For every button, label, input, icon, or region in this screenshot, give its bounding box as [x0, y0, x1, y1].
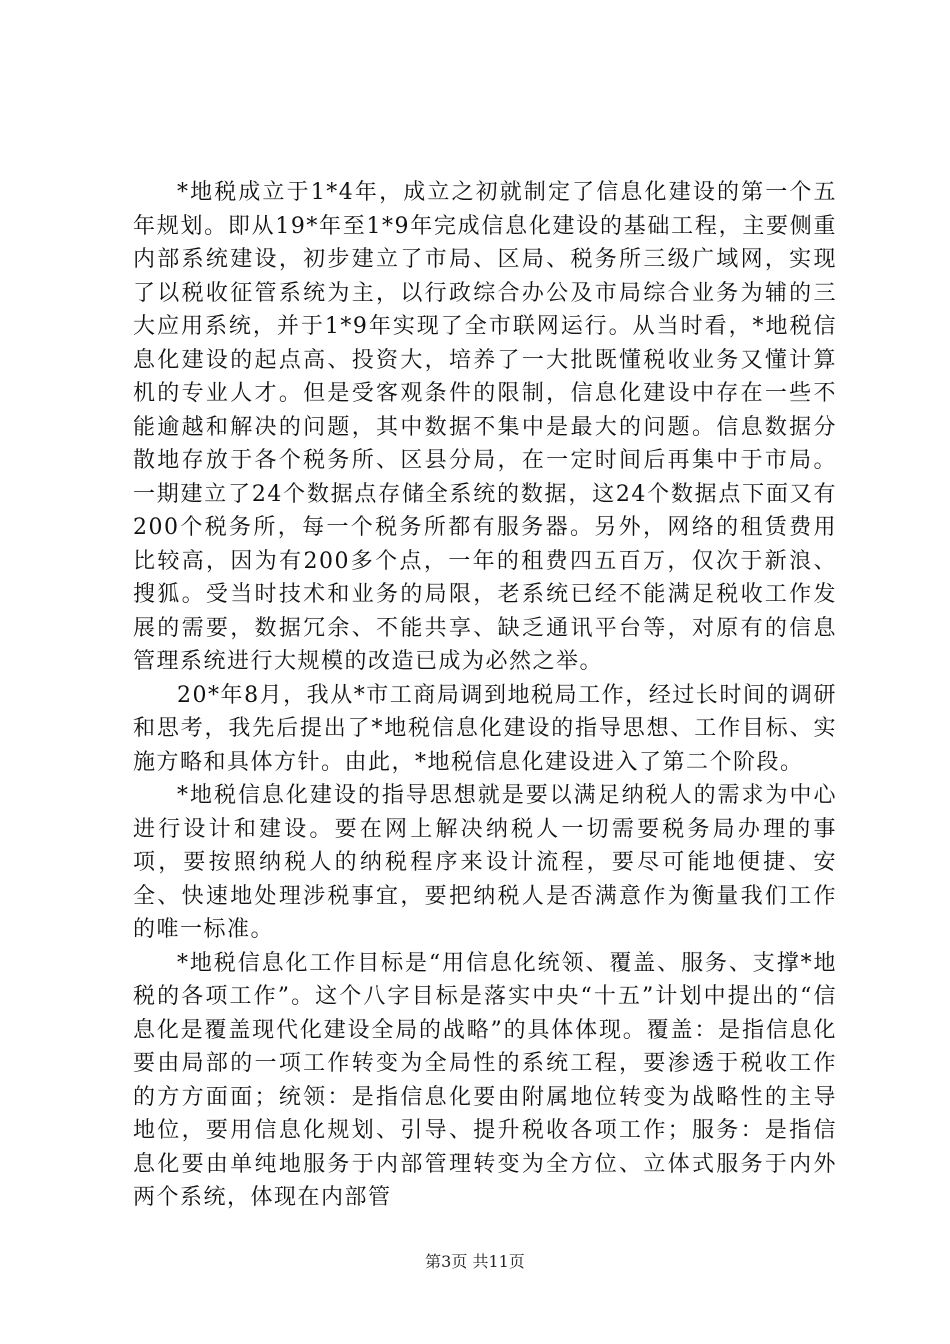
page-number-footer: 第3页 共11页: [425, 1252, 525, 1271]
paragraph-1: *地税成立于1*4年，成立之初就制定了信息化建设的第一个五年规划。即从19*年至1*9年完成信息化建设的基础工程，主要侧重内部系统建设，初步建立了市局、区局、税务所三级广域网，实现了以税收征管系统为主，以行政综合办公及市局综合业务为辅的三大应用系统，并于1*9年实现了全市联网运行。从当时看，*地税信息化建设的起点高、投资大，培养了一大批既懂税收业务又懂计算机的专业人才。但是受客观条件的限制，信息化建设中存在一些不能逾越和解决的问题，其中数据不集中是最大的问题。信息数据分散地存放于各个税务所、区县分局，在一定时间后再集中于市局。一期建立了24个数据点存储全系统的数据，这24个数据点下面又有200个税务所，每一个税务所都有服务器。另外，网络的租赁费用比较高，因为有200多个点，一年的租费四五百万，仅次于新浪、搜狐。受当时技术和业务的局限，老系统已经不能满足税收工作发展的需要，数据冗余、不能共享、缺乏通讯平台等，对原有的信息管理系统进行大规模的改造已成为必然之举。: [133, 180, 837, 674]
document-body: [133, 176, 837, 1215]
paragraph-2: 20*年8月，我从*市工商局调到地税局工作，经过长时间的调研和思考，我先后提出了*地税信息化建设的指导思想、工作目标、实施方略和具体方针。由此，*地税信息化建设进入了第二个阶段。: [133, 682, 837, 775]
paragraph-3: *地税信息化建设的指导思想就是要以满足纳税人的需求为中心进行设计和建设。要在网上解决纳税人一切需要税务局办理的事项，要按照纳税人的纳税程序来设计流程，要尽可能地便捷、安全、快速地处理涉税事宜，要把纳税人是否满意作为衡量我们工作的唯一标准。: [133, 783, 837, 942]
paragraph-4: *地税信息化工作目标是“用信息化统领、覆盖、服务、支撑*地税的各项工作”。这个八字目标是落实中央“十五”计划中提出的“信息化是覆盖现代化建设全局的战略”的具体体现。覆盖：是指信息化要由局部的一项工作转变为全局性的系统工程，要渗透于税收工作的方方面面；统领：是指信息化要由附属地位转变为战略性的主导地位，要用信息化规划、引导、提升税收各项工作；服务：是指信息化要由单纯地服务于内部管理转变为全方位、立体式服务于内外两个系统，体现在内部管: [133, 950, 837, 1210]
